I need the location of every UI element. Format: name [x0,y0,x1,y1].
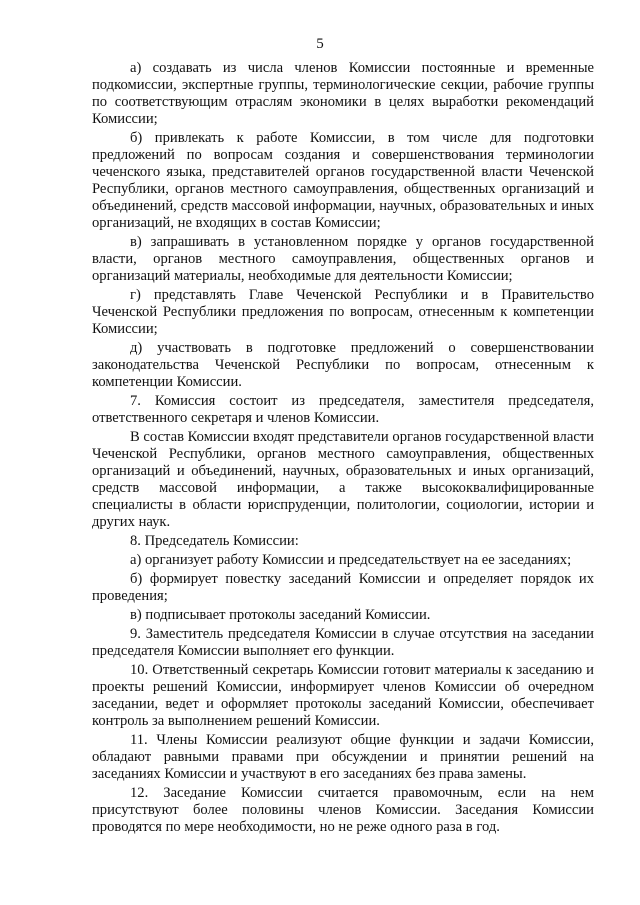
paragraph-9-deputy: 9. Заместитель председателя Комиссии в случае отсутствия на заседании председателя Комиссии выполняет его функции. [92,626,594,659]
paragraph-8-chairman: 8. Председатель Комиссии: [130,533,299,549]
paragraph-11-members: 11. Члены Комиссии реализуют общие функции и задачи Комиссии, обладают равными правами при обсуждении и принятии решений на заседаниях Комиссии и участвуют в его заседаниях без права замены. [92,732,594,782]
paragraph-12-quorum: 12. Заседание Комиссии считается правомочным, если на нем присутствуют более половины членов Комиссии. Заседания Комиссии проводятся по мере необходимости, но не реже одного раза в год. [92,785,594,835]
paragraph-8b-agenda: б) формирует повестку заседаний Комиссии и определяет порядок их проведения; [92,571,594,604]
paragraph-10-secretary: 10. Ответственный секретарь Комиссии готовит материалы к заседанию и проекты решений Комиссии, информирует членов Комиссии об очередном заседании, ведет и оформляет протоколы заседаний Комиссии, обеспечивает контроль за выполнением решений Комиссии. [92,662,594,729]
paragraph-d-legislation: д) участвовать в подготовке предложений о совершенствовании законодательства Чеченской Республики по вопросам, отнесенным к компетенции Комиссии. [92,340,594,390]
paragraph-v-request-materials: в) запрашивать в установленном порядке у органов государственной власти, органов местного самоуправления, общественных органов и организаций материалы, необходимые для деятельности Комиссии; [92,234,594,284]
paragraph-a-subcommissions: а) создавать из числа членов Комиссии постоянные и временные подкомиссии, экспертные группы, терминологические секции, рабочие группы по соответствующим отраслям экономики в целях выработки рекомендаций Комиссии; [92,60,594,127]
paragraph-7-composition: 7. Комиссия состоит из председателя, заместителя председателя, ответственного секретаря и членов Комиссии. [92,393,594,426]
paragraph-b-attract-representatives: б) привлекать к работе Комиссии, в том числе для подготовки предложений по вопросам создания и совершенствования терминологии чеченского языка, представителей органов государственной власти Чеченской Республики, органов местного самоуправления, общественных организаций и объединений, средств массовой информации, научных, образовательных и иных организаций, не входящих в состав Комиссии; [92,130,594,231]
paragraph-8a-organizes: а) организует работу Комиссии и председательствует на ее заседаниях; [130,552,572,568]
paragraph-g-submit-proposals: г) представлять Главе Чеченской Республики и в Правительство Чеченской Республики предложения по вопросам, отнесенным к компетенции Комиссии; [92,287,594,337]
paragraph-members-representatives: В состав Комиссии входят представители органов государственной власти Чеченской Республики, органов местного самоуправления, общественных организаций и объединений, научных, образовательных и иных организаций, средств массовой информации, а также высококвалифицированные специалисты в области юриспруденции, политологии, социологии, истории и других наук. [92,429,594,530]
page-number: 5 [316,36,324,52]
paragraph-8v-signs: в) подписывает протоколы заседаний Комиссии. [130,607,431,623]
document-body [92,60,594,838]
